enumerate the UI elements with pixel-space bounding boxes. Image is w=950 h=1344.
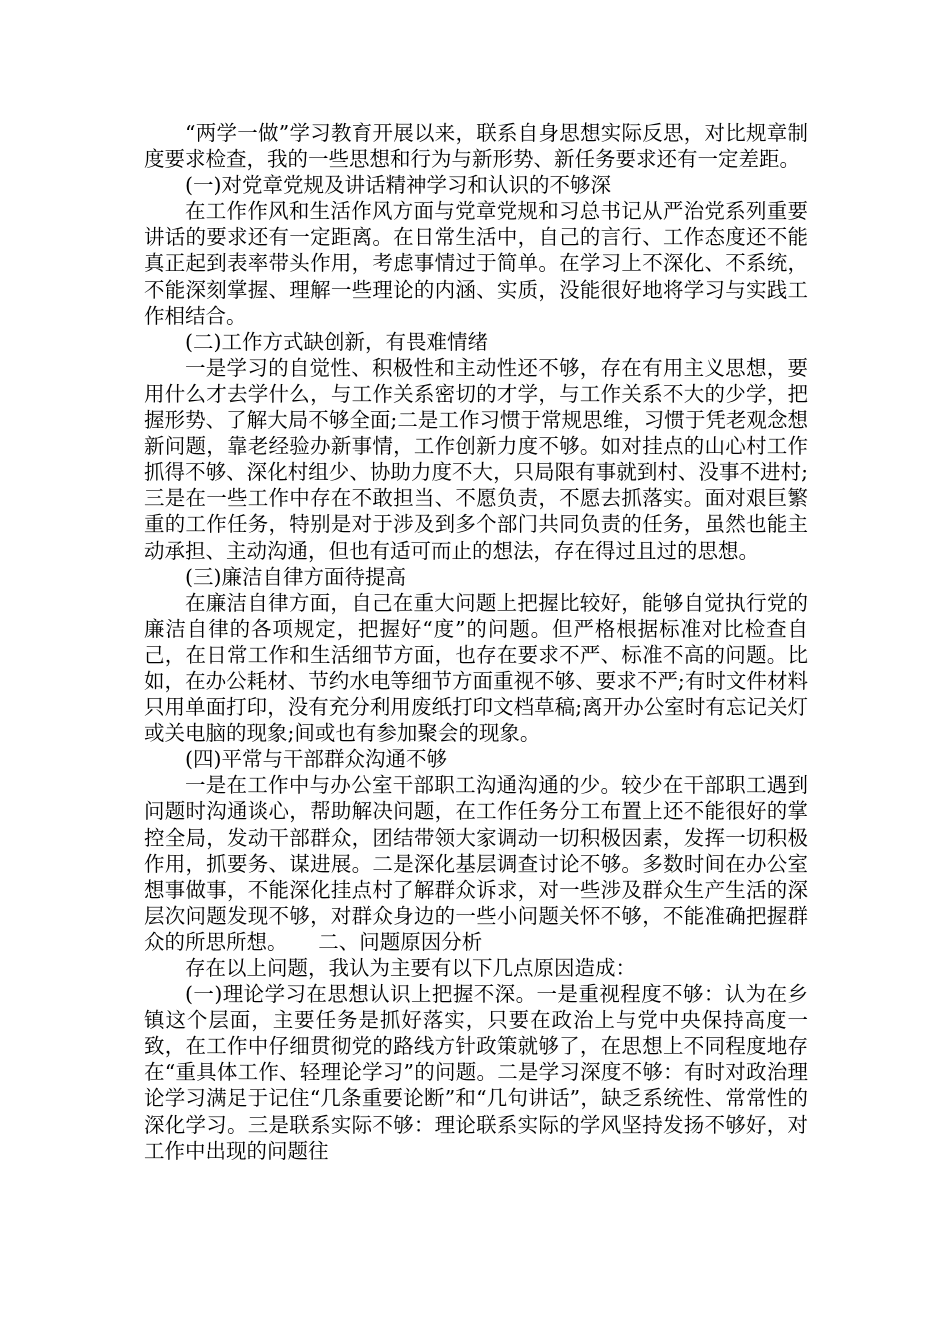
body-paragraph: 在工作作风和生活作风方面与党章党规和习总书记从严治党系列重要讲话的要求还有一定距离。在日常生活中，自己的言行、工作态度还不能真正起到表率带头作用，考虑事情过于简单。在学习上不深化、不系统，不能深刻掌握、理解一些理论的内涵、实质，没能很好地将学习与实践工作相结合。 — [144, 199, 808, 328]
body-paragraph: (一)理论学习在思想认识上把握不深。一是重视程度不够：认为在乡镇这个层面，主要任务是抓好落实，只要在政治上与党中央保持高度一致，在工作中仔细贯彻党的路线方针政策就够了，在思想上不同程度地存在“重具体工作、轻理论学习”的问题。二是学习深度不够：有时对政治理论学习满足于记住“几条重要论断”和“几句讲话”，缺乏系统性、常常性的深化学习。三是联系实际不够：理论联系实际的学风坚持发扬不够好，对工作中出现的问题往 — [144, 982, 808, 1163]
section-heading-1: (一)对党章党规及讲话精神学习和认识的不够深 — [185, 173, 611, 198]
body-paragraph: 在廉洁自律方面，自己在重大问题上把握比较好，能够自觉执行党的廉洁自律的各项规定，把握好“度”的问题。但严格根据标准对比检查自己，在日常工作和生活细节方面，也存在要求不严、标准不高的问题。比如，在办公耗材、节约水电等细节方面重视不够、要求不严;有时文件材料只用单面打印，没有充分利用废纸打印文档草稿;离开办公室时有忘记关灯或关电脑的现象;间或也有参加聚会的现象。 — [144, 590, 808, 746]
intro-paragraph: “两学一做”学习教育开展以来，联系自身思想实际反思，对比规章制度要求检查，我的一些思想和行为与新形势、新任务要求还有一定差距。 — [144, 121, 808, 172]
section-heading-3: (三)廉洁自律方面待提高 — [185, 564, 406, 589]
section-heading-2: (二)工作方式缺创新，有畏难情绪 — [185, 329, 488, 354]
body-paragraph: 存在以上问题，我认为主要有以下几点原因造成： — [185, 956, 636, 980]
document-page — [144, 120, 808, 1164]
body-paragraph: 一是在工作中与办公室干部职工沟通沟通的少。较少在干部职工遇到问题时沟通谈心，帮助解决问题，在工作任务分工布置上还不能很好的掌控全局，发动干部群众，团结带领大家调动一切积极因素，发挥一切积极作用，抓要务、谋进展。二是深化基层调查讨论不够。多数时间在办公室想事做事，不能深化挂点村了解群众诉求，对一些涉及群众生产生活的深层次问题发现不够，对群众身边的一些小问题关怀不够，不能准确把握群众的所思所想。 二、问题原因分析 — [144, 773, 808, 954]
body-paragraph: 一是学习的自觉性、积极性和主动性还不够，存在有用主义思想，要用什么才去学什么，与工作关系密切的才学，与工作关系不大的少学，把握形势、了解大局不够全面;二是工作习惯于常规思维，习惯于凭老观念想新问题，靠老经验办新事情，工作创新力度不够。如对挂点的山心村工作抓得不够、深化村组少、协助力度不大，只局限有事就到村、没事不进村;三是在一些工作中存在不敢担当、不愿负责，不愿去抓落实。面对艰巨繁重的工作任务，特别是对于涉及到多个部门共同负责的任务，虽然也能主动承担、主动沟通，但也有适可而止的想法，存在得过且过的思想。 — [144, 355, 808, 563]
section-heading-4: (四)平常与干部群众沟通不够 — [185, 747, 447, 772]
